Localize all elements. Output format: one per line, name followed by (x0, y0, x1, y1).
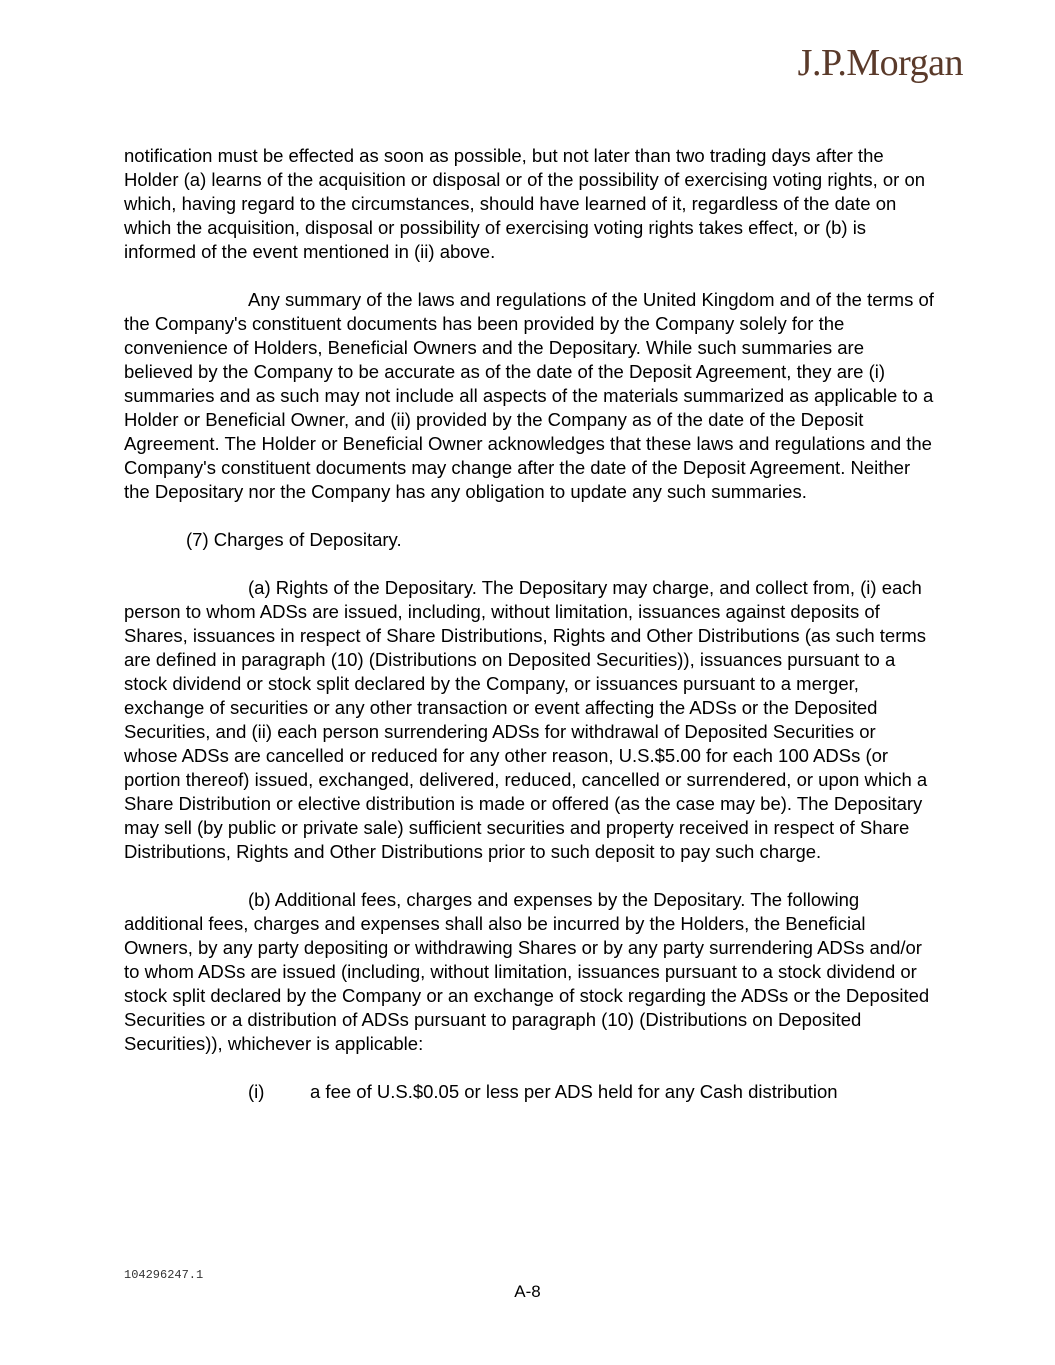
document-body (124, 144, 934, 1104)
page-number: A-8 (514, 1282, 541, 1301)
document-id: 104296247.1 (124, 1268, 204, 1282)
list-item-number: (i) (248, 1081, 265, 1102)
paragraph-rights-of-depositary: (a) Rights of the Depositary. The Depositary may charge, and collect from, (i) each person to whom ADSs are issued, including, without limitation, issuances against deposits of Shares, issuances in respect of Share Distributions, Rights and Other Distributions (as such terms are defined in paragraph (10) (Distributions on Deposited Securities)), issuances pursuant to a stock dividend or stock split declared by the Company, or issuances pursuant to a merger, exchange of securities or any other transaction or event affecting the ADSs or the Deposited Securities, and (ii) each person surrendering ADSs for withdrawal of Deposited Securities or whose ADSs are cancelled or reduced for any other reason, U.S.$5.00 for each 100 ADSs (or portion thereof) issued, exchanged, delivered, reduced, cancelled or surrendered, or upon which a Share Distribution or elective distribution is made or offered (as the case may be). The Depositary may sell (by public or private sale) sufficient securities and property received in respect of Share Distributions, Rights and Other Distributions prior to such deposit to pay such charge. (124, 577, 928, 862)
list-item-fee-i (248, 1080, 934, 1104)
jpmorgan-logo: J.P.Morgan (797, 42, 963, 84)
paragraph-notification: notification must be effected as soon as possible, but not later than two trading days after the Holder (a) learns of the acquisition or disposal or of the possibility of exercising voting rights, or on which, having regard to the circumstances, should have learned of it, regardless of the date on which the acquisition, disposal or possibility of exercising voting rights takes effect, or (b) is informed of the event mentioned in (ii) above. (124, 145, 926, 262)
section-heading-charges: (7) Charges of Depositary. (186, 529, 402, 550)
list-item-text: a fee of U.S.$0.05 or less per ADS held for any Cash distribution (310, 1081, 838, 1102)
paragraph-summary-disclaimer: Any summary of the laws and regulations of the United Kingdom and of the terms of the Company's constituent documents has been provided by the Company solely for the convenience of Holders, Beneficial Owners and the Depositary. While such summaries are believed by the Company to be accurate as of the date of the Deposit Agreement, they are (i) summaries and as such may not include all aspects of the materials summarized as applicable to a Holder or Beneficial Owner, and (ii) provided by the Company as of the date of the Deposit Agreement. The Holder or Beneficial Owner acknowledges that these laws and regulations and the Company's constituent documents may change after the date of the Deposit Agreement. Neither the Depositary nor the Company has any obligation to update any such summaries. (124, 289, 934, 502)
paragraph-additional-fees: (b) Additional fees, charges and expenses by the Depositary. The following additional fees, charges and expenses shall also be incurred by the Holders, the Beneficial Owners, by any party depositing or withdrawing Shares or by any party surrendering ADSs and/or to whom ADSs are issued (including, without limitation, issuances pursuant to a stock dividend or stock split declared by the Company or an exchange of stock regarding the ADSs or the Deposited Securities or a distribution of ADSs pursuant to paragraph (10) (Distributions on Deposited Securities)), whichever is applicable: (124, 889, 930, 1054)
